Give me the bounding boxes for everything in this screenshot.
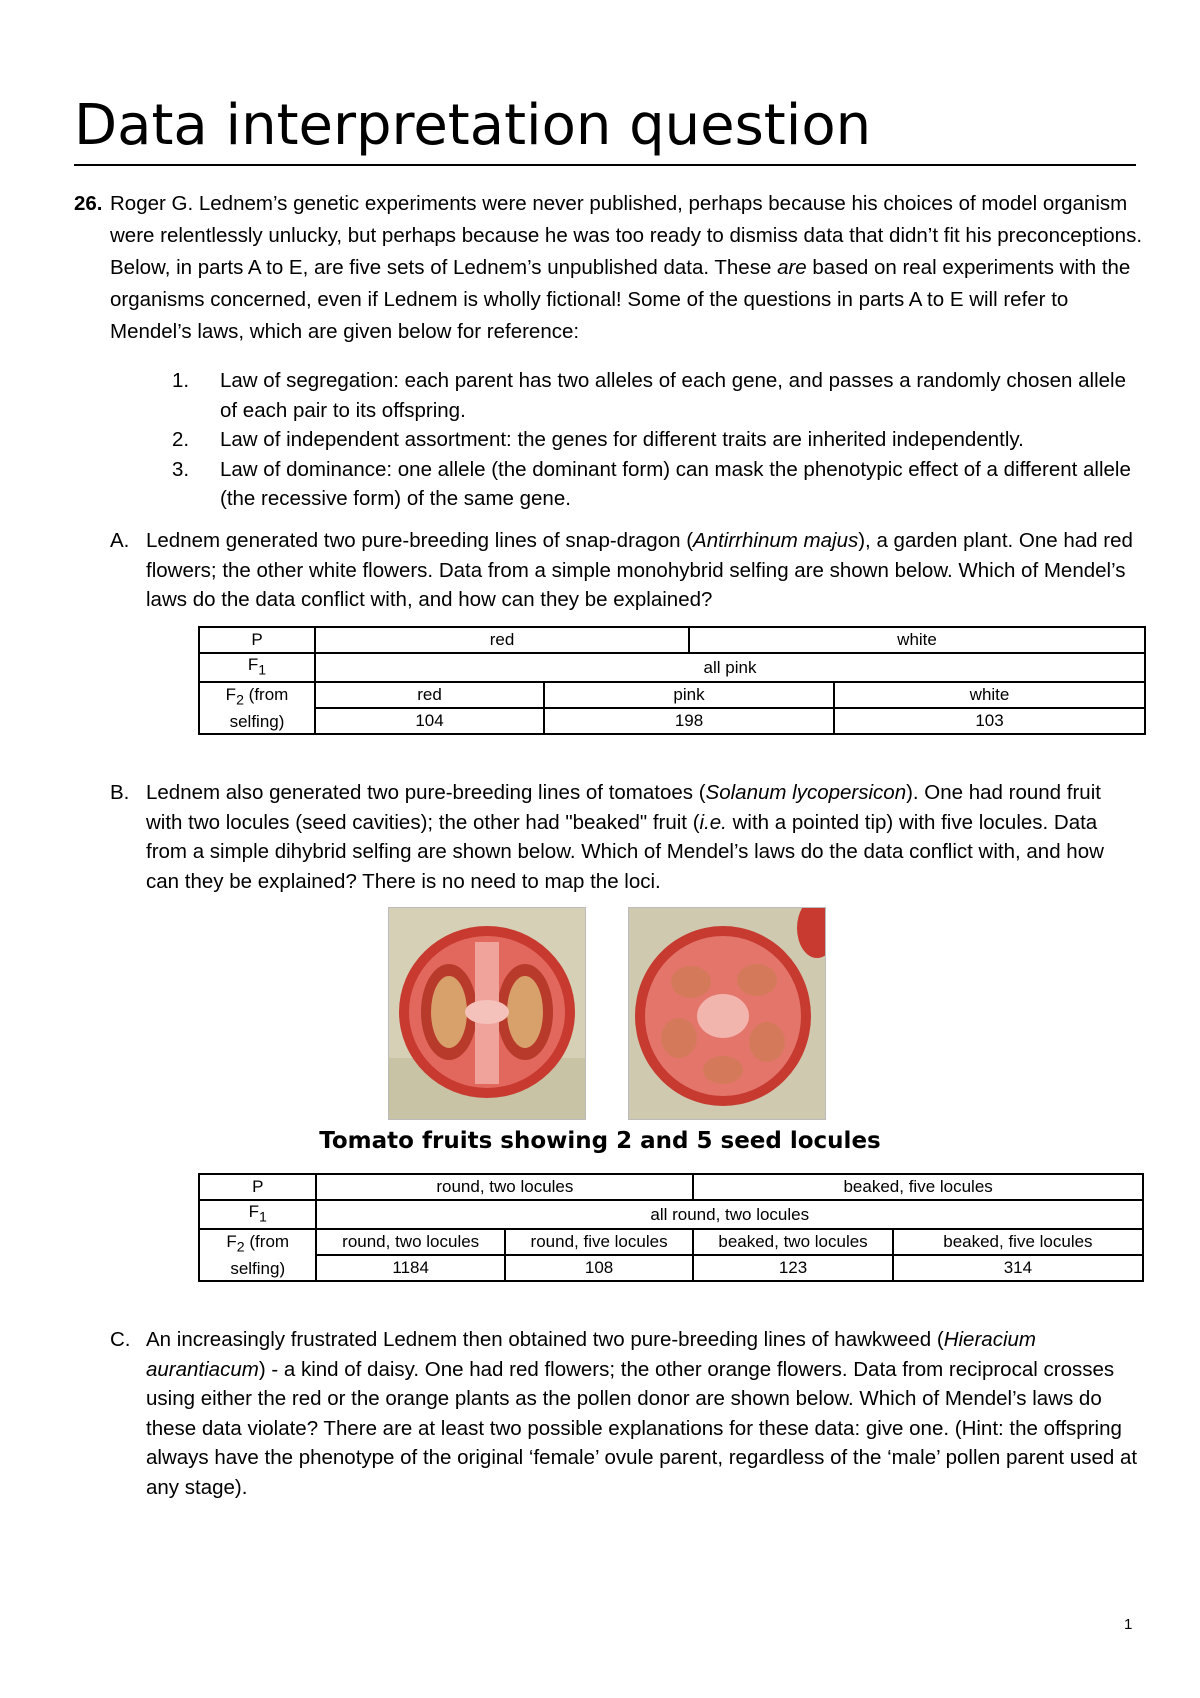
f2-count: 123	[693, 1255, 893, 1281]
p-beaked-five: beaked, five locules	[693, 1174, 1143, 1200]
row-label-p: P	[199, 627, 315, 653]
f2-header: pink	[544, 682, 834, 708]
part-a-label: A.	[110, 529, 130, 552]
p-round-two: round, two locules	[316, 1174, 693, 1200]
f1-result: all round, two locules	[316, 1200, 1143, 1229]
part-a	[110, 526, 1140, 615]
mendel-laws-list	[172, 366, 1132, 514]
law-item: 3. Law of dominance: one allele (the dominant form) can mask the phenotypic effect of a different allele (the recessive form) of the same gene.	[172, 457, 1131, 510]
f2-count: 198	[544, 708, 834, 734]
row-label-f1: $F_1$	[199, 1200, 316, 1229]
part-c-label: C.	[110, 1328, 131, 1351]
f2-header: beaked, five locules	[893, 1229, 1143, 1255]
p-white: white	[689, 627, 1145, 653]
tomato-five-locules-photo	[628, 907, 826, 1120]
question-text: Roger G. Lednem’s genetic experiments were never published, perhaps because his choices of model organism were relentlessly unlucky, but perhaps because he was too ready to dismiss data that didn’t fit his preconceptions. Below, in parts A to E, are five sets of Lednem’s unpublished data. These are based on real experiments with the organisms concerned, even if Lednem is wholly fictional! Some of the questions in parts A to E will refer to Mendel’s laws, which are given below for reference:	[110, 192, 1143, 343]
part-c-text: An increasingly frustrated Lednem then obtained two pure-breeding lines of hawkweed (Hieracium aurantiacum) - a kind of daisy. One had red flowers; the other orange flowers. Data from reciprocal crosses using either the red or the orange plants as the pollen donor are shown below. Which of Mendel’s laws do these data violate? There are at least two possible explanations for these data: give one. (Hint: the offspring always have the phenotype of the original ‘female’ ovule parent, regardless of the ‘male’ pollen parent used at any stage).	[146, 1328, 1138, 1499]
tomato-cross-table	[198, 1173, 1144, 1282]
f2-header: beaked, two locules	[693, 1229, 893, 1255]
row-label-f1: $F_1$	[199, 653, 315, 682]
part-a-text: Lednem generated two pure-breeding lines of snap-dragon (Antirrhinum majus), a garden plant. One had red flowers; the other white flowers. Data from a simple monohybrid selfing are shown below. Which of Mendel’s laws do the data conflict with, and how can they be explained?	[146, 529, 1133, 611]
f2-count: 108	[505, 1255, 693, 1281]
tomato-two-locules-photo	[388, 907, 586, 1120]
f1-result: all pink	[315, 653, 1145, 682]
snapdragon-cross-table	[198, 626, 1146, 735]
page-title: Data interpretation question	[74, 88, 1136, 166]
f2-count: 1184	[316, 1255, 504, 1281]
law-item: 2. Law of independent assortment: the genes for different traits are inherited independently.	[172, 428, 1024, 451]
part-b-text: Lednem also generated two pure-breeding lines of tomatoes (Solanum lycopersicon). One had round fruit with two locules (seed cavities); the other had "beaked" fruit (i.e. with a pointed tip) with five locules. Data from a simple dihybrid selfing are shown below. Which of Mendel’s laws do the data conflict with, and how can they be explained? There is no need to map the loci.	[146, 781, 1104, 893]
page-number: 1	[1124, 1616, 1133, 1633]
question-intro	[74, 188, 1144, 348]
f2-header: round, two locules	[316, 1229, 504, 1255]
row-label-p: P	[199, 1174, 316, 1200]
part-b-label: B.	[110, 781, 130, 804]
p-red: red	[315, 627, 689, 653]
f2-count: 103	[834, 708, 1145, 734]
f2-header: white	[834, 682, 1145, 708]
question-number: 26.	[74, 192, 103, 215]
f2-count: 314	[893, 1255, 1143, 1281]
row-label-f2: $F_2$ (from selfing)	[199, 682, 315, 734]
f2-count: 104	[315, 708, 544, 734]
row-label-f2: $F_2$ (from selfing)	[199, 1229, 316, 1281]
tomato-photo-caption: Tomato fruits showing 2 and 5 seed locules	[319, 1128, 881, 1154]
law-item: 1. Law of segregation: each parent has two alleles of each gene, and passes a randomly chosen allele of each pair to its offspring.	[172, 369, 1127, 422]
f2-header: red	[315, 682, 544, 708]
part-c	[110, 1325, 1140, 1502]
part-b	[110, 778, 1140, 896]
f2-header: round, five locules	[505, 1229, 693, 1255]
